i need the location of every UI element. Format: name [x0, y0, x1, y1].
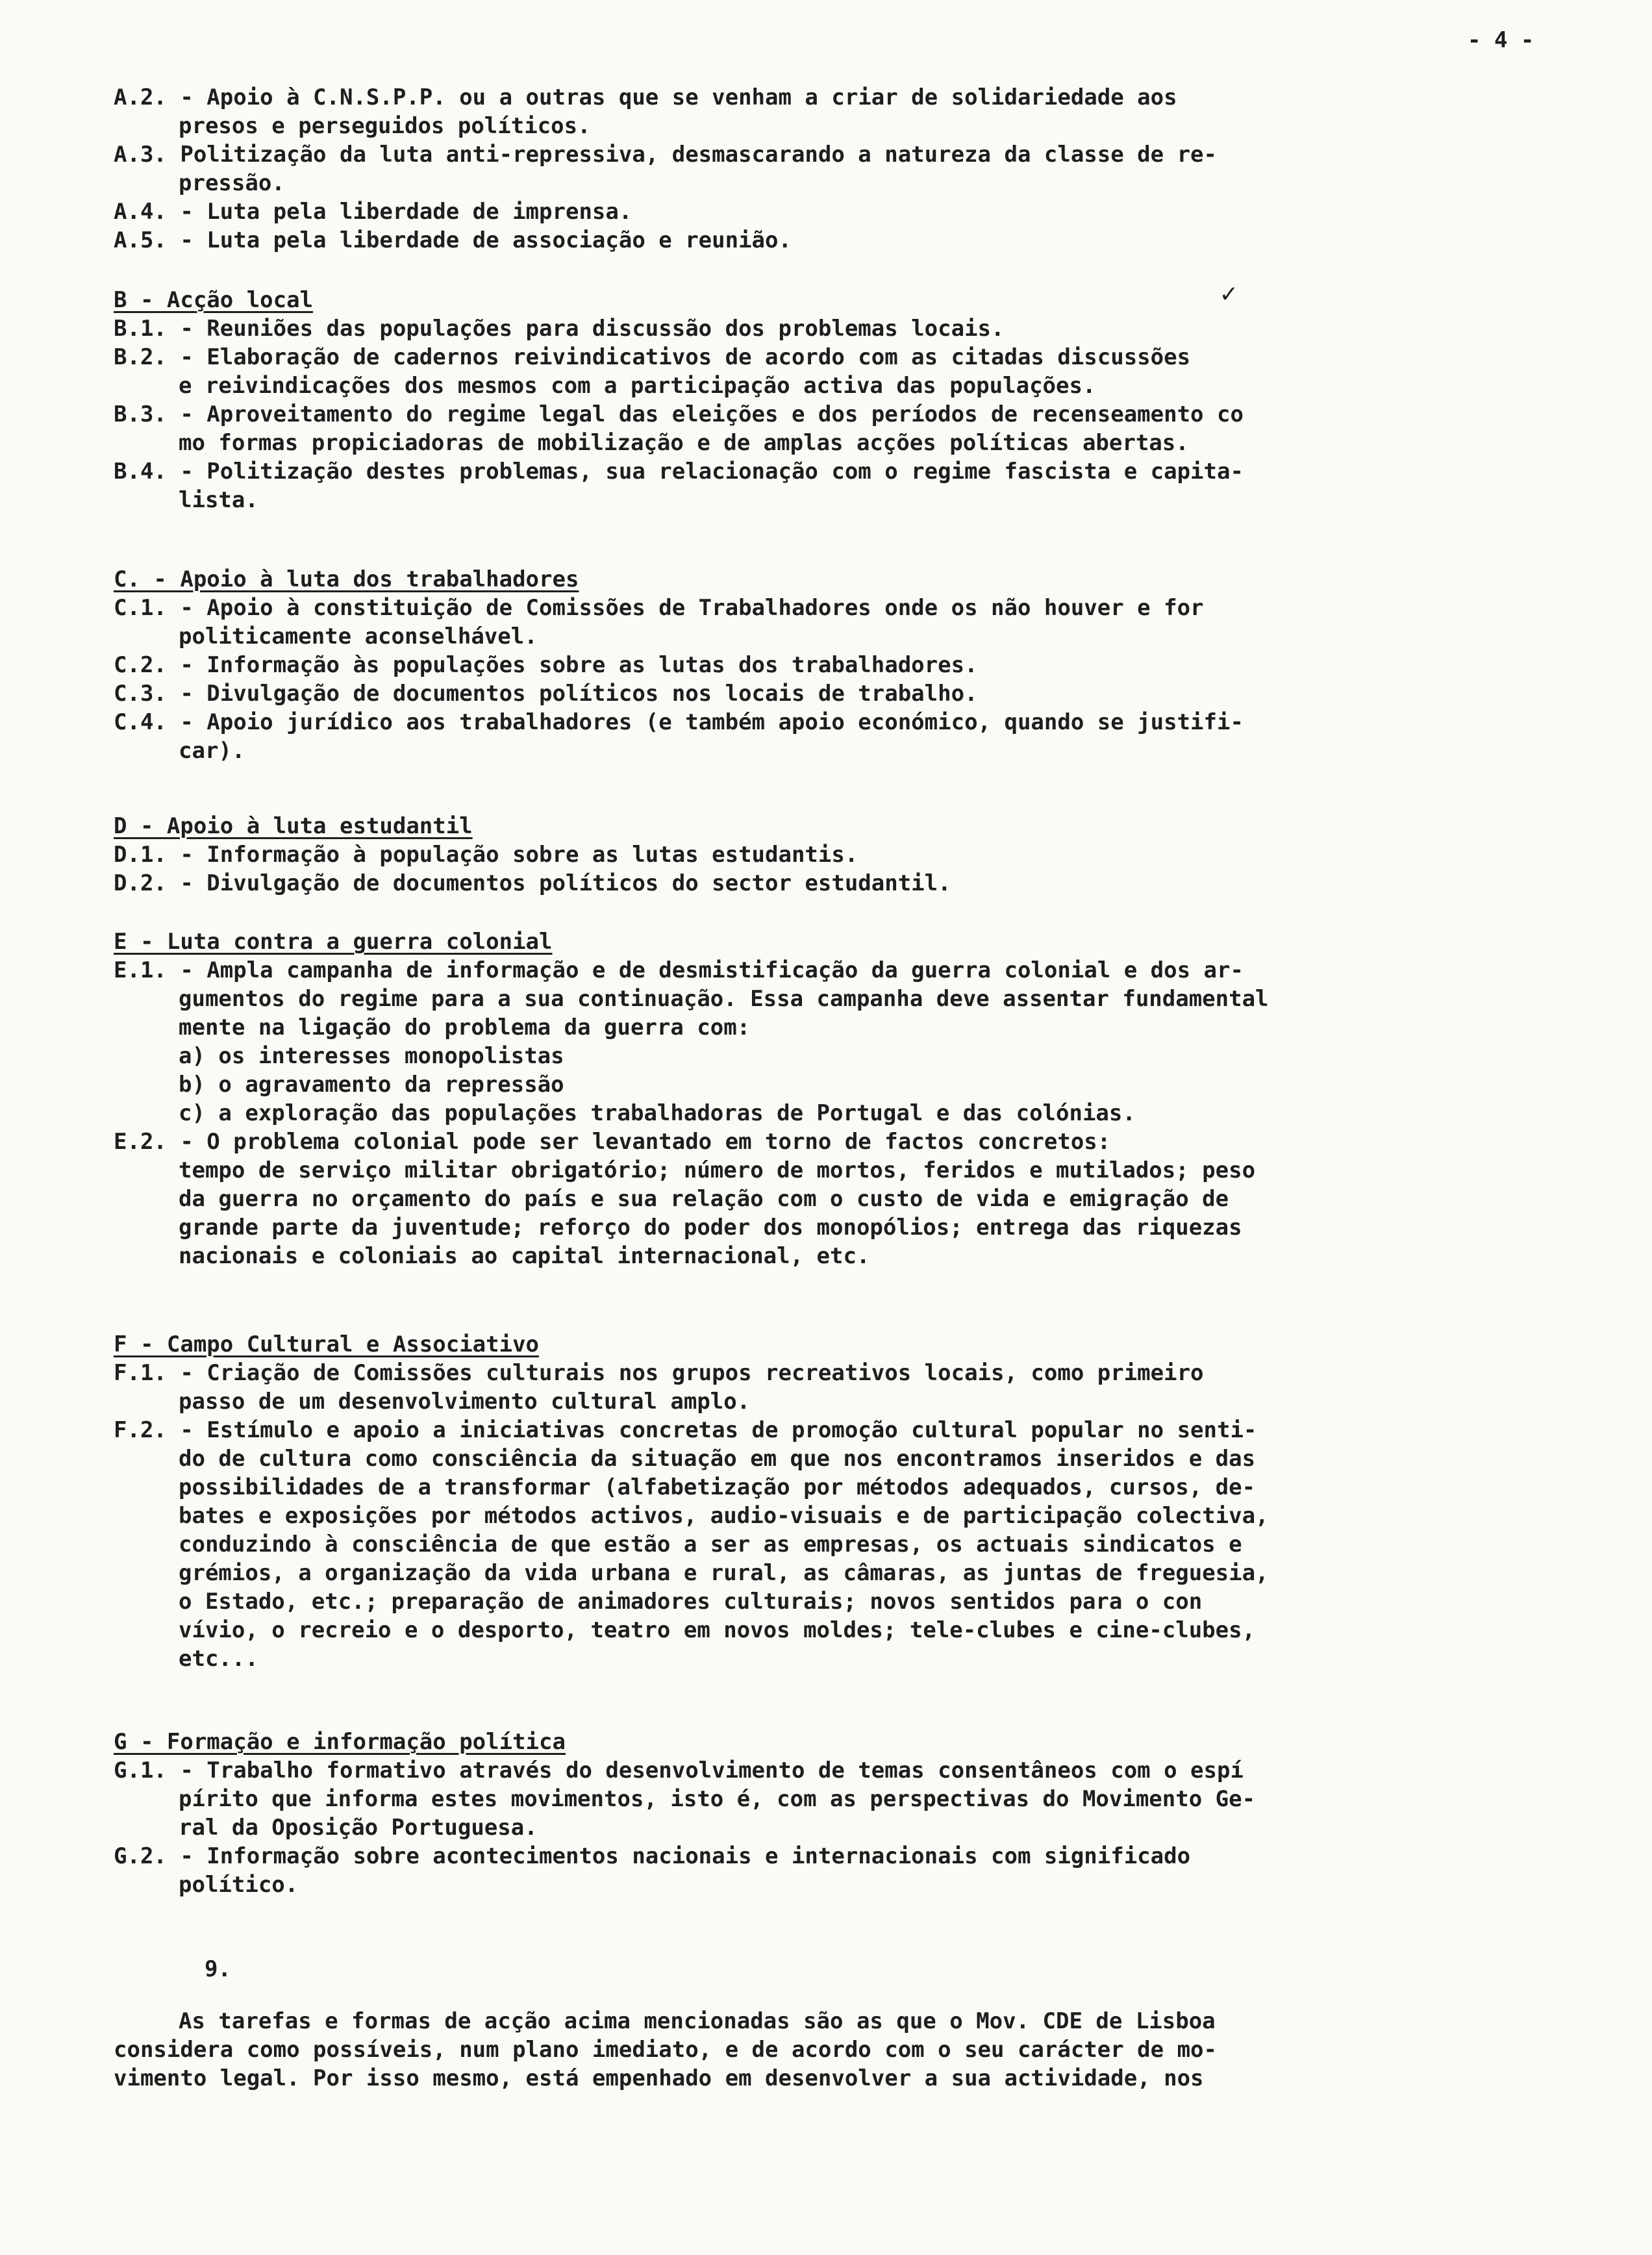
- section-9: 9. As tarefas e formas de acção acima mencionadas são as que o Mov. CDE de Lisboa considera como possíveis, num plano imediato, e de acordo com o seu carácter de mo- vimento legal. Por isso mesmo, está empenhado em desenvolver a sua actividade, nos: [114, 1955, 1581, 2093]
- section-9-number: 9.: [205, 1956, 231, 1982]
- section-d: D - Apoio à luta estudantil D.1. - Informação à população sobre as lutas estudantis. D.2. - Divulgação de documentos políticos do sector estudantil.: [114, 812, 1581, 898]
- section-g: G - Formação e informação política G.1. - Trabalho formativo através do desenvolvimento de temas consentâneos com o espí pírito que informa estes movimentos, isto é, com as perspectivas do Movimento Ge- ral da Oposição Portuguesa. G.2. - Informação sobre acontecimentos nacionais e internacionais com significado político.: [114, 1728, 1581, 1899]
- item-a2: A.2. - Apoio à C.N.S.P.P. ou a outras que se venham a criar de solidariedade aos presos e perseguidos políticos.: [114, 84, 1177, 139]
- section-b: B - Acção local B.1. - Reuniões das populações para discussão dos problemas locais. B.2. - Elaboração de cadernos reivindicativos de acordo com as citadas discussões e reivindicações dos mesmos com a participação activa das populações. B.3. - Aproveitamento do regime legal das eleições e dos períodos de recenseamento co mo formas propiciadoras de mobilização e de amplas acções políticas abertas. B.4. - Politização destes problemas, sua relacionação com o regime fascista e capita- lista.: [114, 286, 1581, 514]
- item-a3: A.3. Politização da luta anti-repressiva, desmascarando a natureza da classe de re- pressão.: [114, 142, 1217, 196]
- section-e: E - Luta contra a guerra colonial E.1. - Ampla campanha de informação e de desmistificação da guerra colonial e dos ar- gumentos do regime para a sua continuação. Essa campanha deve assentar fundamental mente na ligação do problema da guerra com: a) os interesses monopolistas b) o agravamento da repressão c) a exploração das populações trabalhadoras de Portugal e das colónias. E.2. - O problema colonial pode ser levantado em torno de factos concretos: tempo de serviço militar obrigatório; número de mortos, feridos e mutilados; peso da guerra no orçamento do país e sua relação com o custo de vida e emigração de grande parte da juventude; reforço do poder dos monopólios; entrega das riquezas nacionais e coloniais ao capital internacional, etc.: [114, 927, 1581, 1270]
- section-d-title: D - Apoio à luta estudantil: [114, 813, 473, 839]
- section-a: [114, 83, 1581, 255]
- section-c-title: C. - Apoio à luta dos trabalhadores: [114, 566, 579, 592]
- item-a4: A.4. - Luta pela liberdade de imprensa.: [114, 199, 632, 225]
- section-f: F - Campo Cultural e Associativo F.1. - Criação de Comissões culturais nos grupos recreativos locais, como primeiro passo de um desenvolvimento cultural amplo. F.2. - Estímulo e apoio a iniciativas concretas de promoção cultural popular no senti- do de cultura como consciência da situação em que nos encontramos inseridos e das possibilidades de a transformar (alfabetização por métodos adequados, cursos, de- bates e exposições por métodos activos, audio-visuais e de participação colectiva, conduzindo à consciência de que estão a ser as empresas, os actuais sindicatos e grémios, a organização da vida urbana e rural, as câmaras, as juntas de freguesia, o Estado, etc.; preparação de animadores culturais; novos sentidos para o con vívio, o recreio e o desporto, teatro em novos moldes; tele-clubes e cine-clubes, etc...: [114, 1330, 1581, 1673]
- check-mark-icon: ✓: [1221, 279, 1237, 309]
- page-number: - 4 -: [1468, 27, 1534, 53]
- item-a5: A.5. - Luta pela liberdade de associação e reunião.: [114, 227, 792, 253]
- section-f-title: F - Campo Cultural e Associativo: [114, 1331, 540, 1357]
- section-c: C. - Apoio à luta dos trabalhadores C.1. - Apoio à constituição de Comissões de Trabalhadores onde os não houver e for politicamente aconselhável. C.2. - Informação às populações sobre as lutas dos trabalhadores. C.3. - Divulgação de documentos políticos nos locais de trabalho. C.4. - Apoio jurídico aos trabalhadores (e também apoio económico, quando se justifi- car).: [114, 565, 1581, 765]
- section-e-title: E - Luta contra a guerra colonial: [114, 929, 553, 955]
- section-b-title: B - Acção local: [114, 287, 314, 313]
- section-g-title: G - Formação e informação política: [114, 1729, 566, 1755]
